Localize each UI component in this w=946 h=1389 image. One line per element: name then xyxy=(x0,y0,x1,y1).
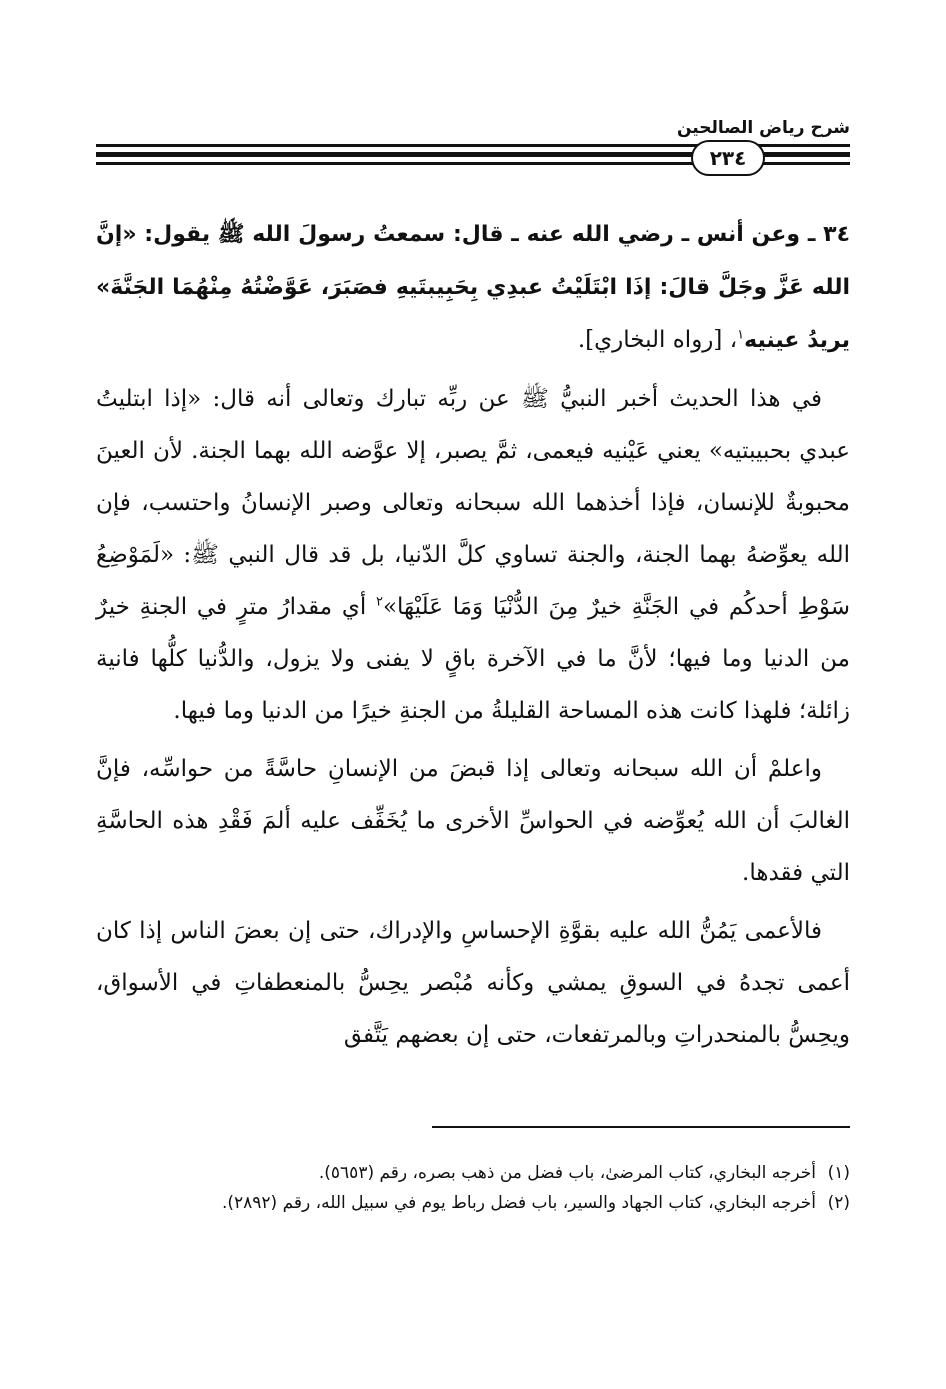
running-title: شرح رياض الصالحين xyxy=(676,118,850,138)
footnote-ref: ٢ xyxy=(375,594,383,610)
commentary-paragraph xyxy=(96,743,850,899)
hadith-paragraph xyxy=(96,208,850,367)
footnote-number: (١) xyxy=(827,1163,850,1183)
footnotes xyxy=(96,1158,850,1218)
commentary-text: فالأعمى يَمُنُّ الله عليه بقوَّةِ الإحساسِ والإدراك، حتى إن بعضَ الناس إذا كان أعمى تجدهُ في السوقِ يمشي وكأنه مُبْصر يحِسُّ بالمنعطفاتِ في الأسواق، ويحِسُّ بالمنحدراتِ وبالمرتفعات، حتى إن بعضهم يَتَّفق xyxy=(96,918,850,1048)
footnote-item xyxy=(96,1188,850,1218)
footnote-text: أخرجه البخاري، كتاب المرضىٰ، باب فضل من ذهب بصره، رقم (٥٦٥٣). xyxy=(318,1163,816,1183)
footnote-ref: ١ xyxy=(737,327,745,343)
footnote-text: أخرجه البخاري، كتاب الجهاد والسير، باب فضل رباط يوم في سبيل الله، رقم (٢٨٩٢). xyxy=(221,1193,816,1213)
page-number: ٢٣٤ xyxy=(691,140,765,176)
commentary-tail: أي مقدارُ مترٍ في الجنةِ خيرٌ من الدنيا وما فيها؛ لأنَّ ما في الآخرة باقٍ لا يفنى ولا يزول، والدُّنيا كلُّها فانية زائلة؛ فلهذا كانت هذه المساحة القليلةُ من الجنةِ خيرًا من الدنيا وما فيها. xyxy=(96,594,851,724)
commentary-text: واعلمْ أن الله سبحانه وتعالى إذا قبضَ من الإنسانِ حاسَّةً من حواسِّه، فإنَّ الغالبَ أن الله يُعوِّضه في الحواسِّ الأخرى ما يُخَفِّف عليه ألمَ فَقْدِ هذه الحاسَّةِ التي فقدها. xyxy=(96,756,850,886)
hadith-tail: ، [رواه البخاري]. xyxy=(577,327,738,353)
commentary-text: في هذا الحديث أخبر النبيُّ ﷺ عن ربِّه تبارك وتعالى أنه قال: «إذا ابتليتُ عبدي بحبيبتيه» يعني عَيْنيه فيعمى، ثمَّ يصبر، إلا عوَّضه الله بهما الجنة. لأن العينَ محبوبةٌ للإنسان، فإذا أخذهما الله سبحانه وتعالى وصبر الإنسانُ واحتسب، فإن الله يعوِّضهُ بهما الجنة، والجنة تساوي كلَّ الدّنيا، بل قد قال النبي ﷺ: «لَمَوْضِعُ سَوْطِ أحدكُم في الجَنَّةِ خيرٌ مِنَ الدُّنْيَا وَمَا عَلَيْهَا» xyxy=(96,386,851,620)
commentary-paragraph xyxy=(96,905,850,1061)
footnote-item xyxy=(96,1158,850,1188)
footnote-number: (٢) xyxy=(827,1193,850,1213)
commentary-paragraph xyxy=(96,373,850,737)
footnote-separator xyxy=(432,1126,850,1128)
main-text xyxy=(96,208,850,1067)
hadith-text: ٣٤ ـ وعن أنس ـ رضي الله عنه ـ قال: سمعتُ رسولَ الله ﷺ يقول: «إنَّ الله عَزَّ وجَلَّ قالَ: إذَا ابْتَلَيْتُ عبدِي بِحَبِيبتَيهِ فصَبَرَ، عَوَّضْتُهُ مِنْهُمَا الجَنَّةَ» يريدُ عينيه xyxy=(96,222,850,353)
